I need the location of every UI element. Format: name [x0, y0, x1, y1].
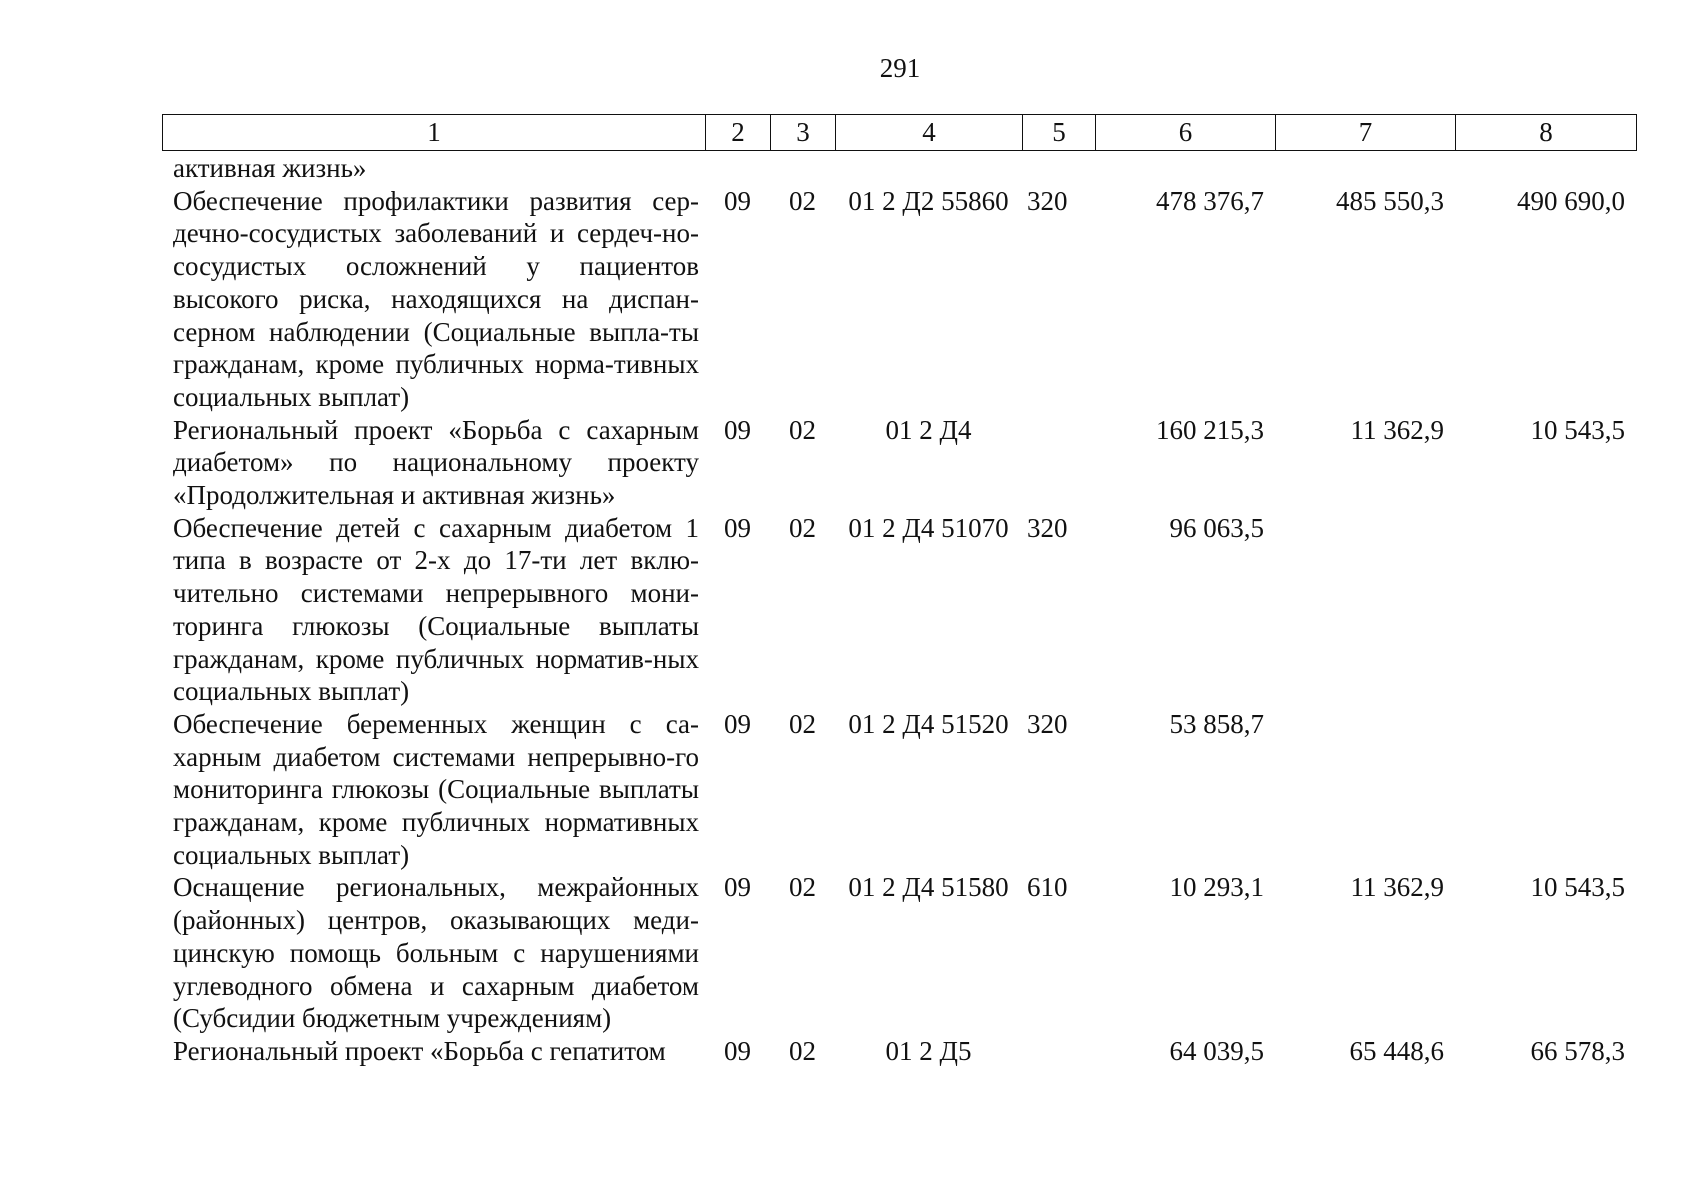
row-amount-col6: 160 215,3 — [1156, 414, 1264, 445]
page-number: 291 — [879, 53, 921, 83]
header-cell-6: 6 — [1096, 115, 1276, 151]
table-row — [162, 871, 1636, 1035]
row-amount-col7: 11 362,9 — [1350, 872, 1444, 903]
row-name: Региональный проект «Борьба с гепатитом — [173, 1035, 666, 1066]
row-amount-col8 — [1455, 152, 1636, 185]
row-name: Обеспечение профилактики развития сер-дечно-сосудистых заболеваний и сердеч-но-сосудистых осложнений у пациентов высокого риска, находящихся на диспан-серном наблюдении (Социальные выпла-ты гражданам, кроме публичных норма-тивных социальных выплат) — [173, 185, 699, 412]
row-amount-col6: 10 293,1 — [1169, 872, 1264, 903]
row-amount-col6: 64 039,5 — [1169, 1035, 1264, 1066]
row-amount-col8: 490 690,0 — [1517, 185, 1625, 216]
header-cell-5: 5 — [1023, 115, 1096, 151]
row-amount-col8: 66 578,3 — [1530, 1035, 1625, 1066]
row-subsection: 02 — [789, 185, 816, 216]
table-row — [162, 512, 1636, 708]
row-amount-col7: 65 448,6 — [1349, 1035, 1444, 1066]
header-cell-2: 2 — [706, 115, 771, 151]
row-amount-col8 — [1455, 708, 1636, 872]
header-row — [163, 115, 1637, 151]
row-amount-col8 — [1455, 512, 1636, 708]
row-amount-col7 — [1275, 152, 1455, 185]
row-amount-col7: 11 362,9 — [1350, 414, 1444, 445]
table-row — [162, 708, 1636, 872]
row-target-article: 01 2 Д5 — [885, 1035, 972, 1066]
row-subsection: 02 — [789, 708, 816, 739]
row-expense-type — [1022, 414, 1095, 512]
row-section: 09 — [724, 708, 751, 739]
row-section: 09 — [724, 185, 751, 216]
row-amount-col6 — [1095, 152, 1275, 185]
row-amount-col6: 53 858,7 — [1169, 708, 1264, 739]
row-expense-type — [1022, 1035, 1095, 1068]
row-subsection: 02 — [789, 512, 816, 543]
table-header — [162, 114, 1637, 151]
row-target-article: 01 2 Д4 51520 — [848, 708, 1009, 739]
row-section: 09 — [724, 512, 751, 543]
row-subsection: 02 — [789, 414, 816, 445]
row-expense-type: 610 — [1027, 872, 1068, 903]
row-subsection: 02 — [789, 1035, 816, 1066]
row-expense-type: 320 — [1027, 708, 1068, 739]
table-row — [162, 152, 1636, 185]
row-section: 09 — [724, 872, 751, 903]
row-amount-col6: 96 063,5 — [1169, 512, 1264, 543]
row-target-article: 01 2 Д4 — [885, 414, 972, 445]
row-amount-col7 — [1275, 512, 1455, 708]
row-name: активная жизнь» — [173, 153, 367, 183]
row-section: 09 — [724, 1035, 751, 1066]
row-name: Обеспечение беременных женщин с са-харным диабетом системами непрерывно-го мониторинга глюкозы (Социальные выплаты гражданам, кроме публичных нормативных социальных выплат) — [173, 708, 699, 870]
row-section — [705, 152, 770, 185]
header-cell-8: 8 — [1456, 115, 1637, 151]
row-expense-type — [1022, 152, 1095, 185]
row-amount-col7 — [1275, 708, 1455, 872]
row-target-article — [835, 152, 1022, 185]
header-cell-1: 1 — [163, 115, 706, 151]
row-subsection: 02 — [789, 872, 816, 903]
row-expense-type: 320 — [1027, 512, 1068, 543]
header-cell-7: 7 — [1276, 115, 1456, 151]
row-amount-col6: 478 376,7 — [1156, 185, 1264, 216]
row-target-article: 01 2 Д4 51070 — [848, 512, 1009, 543]
header-cell-4: 4 — [836, 115, 1023, 151]
row-name: Оснащение региональных, межрайонных (районных) центров, оказывающих меди-цинскую помощь больным с нарушениями углеводного обмена и сахарным диабетом (Субсидии бюджетным учреждениям) — [173, 872, 699, 1034]
row-amount-col8: 10 543,5 — [1530, 414, 1625, 445]
table-row — [162, 1035, 1636, 1068]
row-amount-col8: 10 543,5 — [1530, 872, 1625, 903]
row-name: Обеспечение детей с сахарным диабетом 1 типа в возрасте от 2-х до 17-ти лет вклю-чительно системами непрерывного мони-торинга глюкозы (Социальные выплаты гражданам, кроме публичных норматив-ных социальных выплат) — [173, 512, 699, 707]
row-target-article: 01 2 Д2 55860 — [848, 185, 1009, 216]
row-name: Региональный проект «Борьба с сахарным диабетом» по национальному проекту «Продолжительная и активная жизнь» — [173, 414, 699, 511]
row-expense-type: 320 — [1027, 185, 1068, 216]
row-amount-col7: 485 550,3 — [1336, 185, 1444, 216]
header-cell-3: 3 — [771, 115, 836, 151]
budget-table — [162, 152, 1636, 1068]
table-row — [162, 185, 1636, 414]
row-target-article: 01 2 Д4 51580 — [848, 872, 1009, 903]
table-row — [162, 414, 1636, 512]
row-section: 09 — [724, 414, 751, 445]
row-subsection — [770, 152, 835, 185]
